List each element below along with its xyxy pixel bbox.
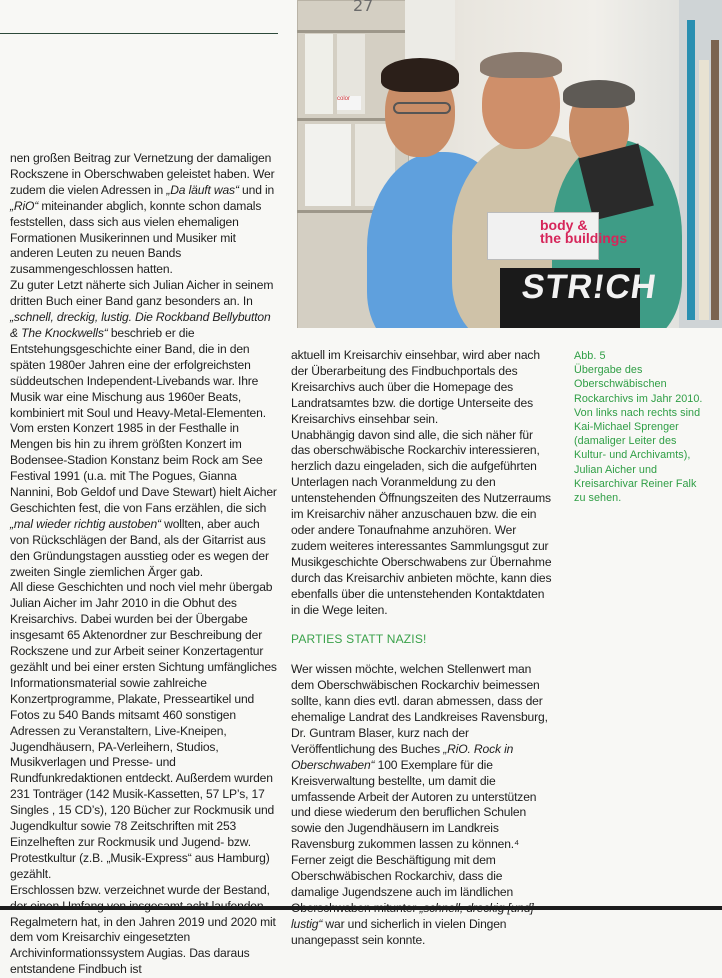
paragraph: Ferner zeigt die Beschäftigung mit dem Oberschwäbischen Rockarchiv, dass die damalige Jugendszene auch im ländlichen lustig“ war und sicherlich in vielen Dingen unangepasst sein konnte.	[291, 853, 553, 948]
italic-text: „Da läuft was“	[166, 182, 239, 197]
top-rule	[0, 33, 278, 34]
binder	[305, 34, 333, 114]
book-spine	[711, 40, 719, 320]
record-strich-title: STR!CH	[519, 268, 660, 306]
record-title: body & the buildings	[540, 217, 628, 246]
italic-text: „schnell, dreckig, lustig. Die Rockband Bellybutton & The Knockwells“	[10, 310, 271, 340]
text-column-1	[10, 151, 278, 978]
section-heading: PARTIES STATT NAZIS!	[291, 632, 427, 647]
person-right-hair	[563, 80, 635, 108]
paragraph: Zu guter Letzt näherte sich Julian Aicher in seinem dritten Buch einer Band ganz besonders an. In „schnell, dreckig, lustig. Die Rockband Bellybutton & The Knockwells“ beschrieb er die Entstehungsgeschichte einer Band, die in den späten 1980er Jahren eine der erfolgreichsten süddeutschen Independent-Livebands war. Ihre Musik war eine Mischung aus 1960er Beats, kombiniert mit Soul und Heavy-Metal-Elementen. Vom ersten Konzert 1985 in der Festhalle in Mengen bis hin zu ihrem größten Konzert im Bodensee-Stadion Konstanz beim Rock am See Festival 1991 (u.a. mit The Pogues, Gianna Nannini, Bob Geldof und Dave Stewart) hielt Aicher Geschichten fest, die von Fans erzählen, die sich „mal wieder richtig austoben“ wollten, aber auch von Rückschlägen der Band, als der Gitarrist aus den Gründungstagen ausstieg oder es wegen der zweiten Single ziemlichen Ärger gab.	[10, 278, 277, 579]
paragraph: Erschlossen bzw. verzeichnet wurde der Bestand, Regalmetern hat, in den Jahren 2019 und 2020 mit dem vom Kreisarchiv eingesetzten Archivinformationssystem Augias. Das daraus entstandene Findbuch ist	[10, 882, 276, 977]
italic-text: „RiO“	[10, 198, 39, 213]
binder	[305, 124, 351, 206]
caption-text: Übergabe des Oberschwäbischen Rockarchivs im Jahr 2010. Von links nach rechts sind Kai-Michael Sprenger (damaliger Leiter des Kultur- und Archivamts), Julian Aicher und Kreisarchivar Reiner Falk zu sehen.	[574, 364, 703, 505]
paragraph: Unabhängig davon sind alle, die sich näher für das oberschwäbische Rockarchiv interessieren, herzlich dazu eingeladen, sich die aufgeführten Unterlagen nach Voranmeldung zu den untenstehenden Öffnungszeiten des Nutzerraums im Kreisarchiv näher anzuschauen bzw. die ein oder andere Tonaufnahme anzuhören. Wer zudem weiteres interessantes Sammlungsgut zur Musikgeschichte Oberschwabens zur Übernahme durch das Kreisarchiv anbieten möchte, kann dies ebenfalls über die untenstehenden Kontaktdaten in die Wege leiten.	[291, 427, 552, 617]
italic-text: „mal wieder richtig austoben“	[10, 516, 161, 531]
person-middle-hair	[480, 52, 562, 78]
glasses	[393, 102, 451, 114]
binder	[405, 0, 455, 60]
person-left-hair	[381, 58, 459, 92]
figure-caption	[574, 349, 710, 505]
paragraph: Wer wissen möchte, welchen Stellenwert man dem Oberschwäbischen Rockarchiv beimessen sollte, kann dies evtl. daran abmessen, dass der ehemalige Landrat des Landkreises Ravensburg, Dr. Guntram Blaser, kurz nach der Veröffentlichung des Buches „RiO. Rock in Oberschwaben“ 100 Exemplare für die Kreisverwaltung bestellte, um damit die umfassende Arbeit der Autoren zu unterstützen und diese wiederum den beruflichen Schulen sowie den Jugendhäusern im Landkreis Ravensburg zukommen lassen zu können.⁴	[291, 662, 548, 852]
book-spine	[699, 60, 709, 320]
paragraph: nen großen Beitrag zur Vernetzung der damaligen Rockszene in Oberschwaben geleistet haben. Wer zudem die vielen Adressen in „Da läuft was“ und in „RiO“ miteinander abglich, konnte schon damals feststellen, dass sich aus vielen ehemaligen Formationen Musikerinnen und Musiker mit anderen Leuten zu neuen Bands zusammengeschlossen hatten.	[10, 151, 275, 277]
photo	[297, 0, 722, 328]
bottom-edge	[0, 906, 722, 910]
record-strich	[500, 268, 660, 328]
shelf-line	[297, 30, 407, 33]
paragraph: All diese Geschichten und noch viel mehr übergab Julian Aicher im Jahr 2010 in die Obhut des Kreisarchivs. Dabei wurden bei der Übergabe insgesamt 65 Aktenordner zur Beschreibung der Rockszene und zur Arbeit seiner Konzertagentur gezählt und bei einer ersten Sichtung umfängliches Informationsmaterial sowie zahlreiche Konzertprogramme, Plakate, Presseartikel und Fotos zu 540 Bands mitsamt 460 sonstigen Adressen zu Veranstaltern, Live-Kneipen, Jugendhäusern, PA-Verleihern, Studios, Musikverlagen und Presse- und Rundfunkredaktionen entdeckt. Außerdem wurden 231 Tonträger (142 Musik-Kassetten, 57 LP’s, 17 Singles , 15 CD’s), 120 Bücher zur Rockmusik und Jugendkultur sowie 78 Zeitschriften mit 253 Einzelheften zur Rockmusik und Jugend- bzw. Protestkultur (z.B. „Musik-Express“ aus Hamburg) gezählt.	[10, 580, 277, 881]
record-body-buildings	[487, 212, 628, 260]
book-spine	[687, 20, 695, 320]
paragraph: aktuell im Kreisarchiv einsehbar, wird aber nach der Überarbeitung des Findbuchportals des Kreisarchivs auch über die Homepage des Landratsamtes bzw. die dortige Unterseite des Kreisarchivs einsehbar sein.	[291, 348, 540, 426]
text-column-2	[291, 348, 553, 949]
page-number: 27	[353, 0, 374, 15]
sticker: color	[337, 96, 361, 110]
italic-text: lustig“	[291, 916, 323, 931]
caption-label: Abb. 5	[574, 350, 606, 362]
italic-text: „RiO. Rock in Oberschwaben“	[291, 741, 514, 772]
